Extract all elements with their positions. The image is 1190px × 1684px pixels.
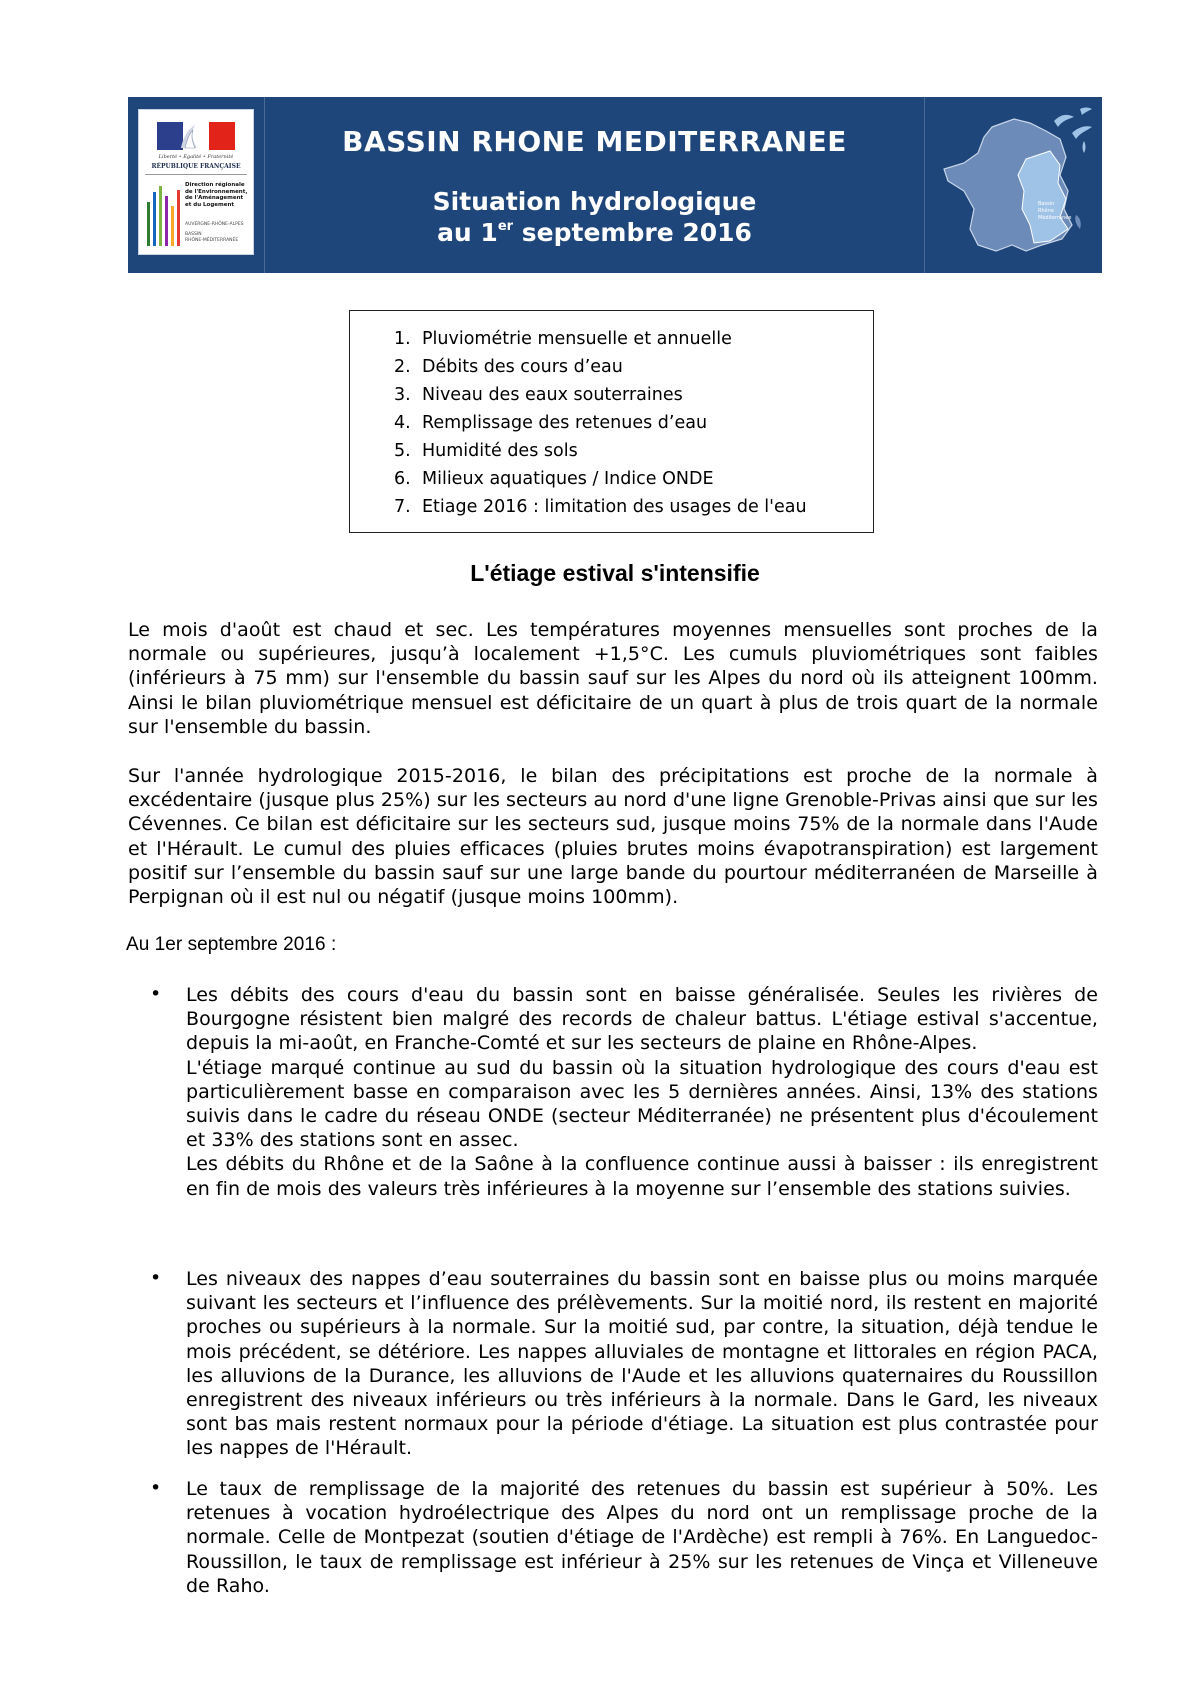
page-subtitle: Situation hydrologique <box>432 187 757 216</box>
toc-number: 6. <box>394 469 411 489</box>
toc-label: Remplissage des retenues d’eau <box>422 413 708 433</box>
bullet-river-flows-part: Les débits du Rhône et de la Saône à la confluence continue aussi à baisser : ils enregistrent en fin de mois des valeurs très inférieures à la moyenne sur l’ensemble des stations suivies. <box>186 1153 1098 1200</box>
section-headline: L'étiage estival s'intensifie <box>470 560 760 586</box>
paragraph-monthly-rainfall: Le mois d'août est chaud et sec. Les températures moyennes mensuelles sont proches de la normale ou supérieures, jusqu’à localement +1,5°C. Les cumuls pluviométriques sont faibles (inférieurs à 75 mm) sur l'ensemble du bassin sauf sur les Alpes du nord où ils atteignent 100mm. Ainsi le bilan pluviométrique mensuel est déficitaire de un quart à plus de trois quart de la normale sur l'ensemble du bassin. <box>128 619 1098 738</box>
toc-number: 2. <box>394 357 411 377</box>
bullet-icon: • <box>150 1267 162 1289</box>
region-label: AUVERGNE-RHÔNE-ALPES <box>185 222 244 227</box>
header-banner <box>128 97 1102 273</box>
dreal-line: Direction régionale <box>185 182 245 188</box>
dreal-name <box>185 182 251 208</box>
bullet-icon: • <box>150 1477 162 1499</box>
dreal-stripes-icon <box>145 182 183 248</box>
logo-republic: RÉPUBLIQUE FRANÇAISE <box>151 163 241 170</box>
bullet-icon: • <box>150 983 162 1005</box>
page-date <box>265 218 924 247</box>
map-label: Rhône <box>1038 208 1054 214</box>
dreal-line: et du Logement <box>185 201 234 208</box>
bullet-river-flows-part: L'étiage marqué continue au sud du bassin où la situation hydrologique des cours d'eau est particulièrement basse en comparaison avec les 5 dernières années. Ainsi, 13% des stations suivis dans le cadre du réseau ONDE (secteur Méditerranée) ne présentent plus d'écoulement et 33% des stations sont en assec. <box>186 1056 1098 1152</box>
toc-label: Débits des cours d’eau <box>422 357 623 377</box>
france-map-icon <box>934 105 1098 265</box>
date-prefix: au 1 <box>437 218 498 247</box>
toc-item[interactable] <box>394 437 807 465</box>
date-suffix: septembre 2016 <box>513 218 752 247</box>
toc-label: Milieux aquatiques / Indice ONDE <box>422 469 714 489</box>
map-label: Méditerranée <box>1038 215 1072 221</box>
paragraph-date-intro: Au 1er septembre 2016 : <box>126 934 337 955</box>
date-sup: er <box>497 219 514 234</box>
toc-item[interactable] <box>394 409 807 437</box>
toc-number: 7. <box>394 497 411 517</box>
bullet-river-flows <box>186 983 1098 1201</box>
map-label: Bassin <box>1038 201 1055 207</box>
toc-number: 3. <box>394 385 411 405</box>
page-title: BASSIN RHONE MEDITERRANEE <box>342 125 847 158</box>
toc-label: Humidité des sols <box>422 441 578 461</box>
table-of-contents <box>349 310 874 533</box>
bullet-reservoirs: Le taux de remplissage de la majorité des retenues du bassin est supérieur à 50%. Les retenues à vocation hydroélectrique des Alpes du nord ont un remplissage proche de la normale. Celle de Montpezat (soutien d'étiage de l'Ardèche) est rempli à 76%. En Languedoc-Roussillon, le taux de remplissage est inférieur à 25% sur les retenues de Vinça et Villeneuve de Raho. <box>186 1478 1098 1597</box>
bullet-groundwater: Les niveaux des nappes d’eau souterraines du bassin sont en baisse plus ou moins marquée suivant les secteurs et l’influence des prélèvements. Sur la moitié nord, ils restent en majorité proches ou supérieurs à la normale. Sur la moitié sud, par contre, la situation, déjà tendue le mois précédent, se détériore. Les nappes alluviales de montagne et littorales en région PACA, les alluvions de la Durance, les alluvions de l'Aude et les alluvions quaternaires du Roussillon enregistrent des niveaux inférieurs ou très inférieurs à la normale. Dans le Gard, les niveaux sont bas mais restent normaux pour la période d'étiage. La situation est plus contrastée pour les nappes de l'Hérault. <box>186 1268 1098 1460</box>
toc-number: 5. <box>394 441 411 461</box>
toc-item[interactable] <box>394 465 807 493</box>
marianne-icon <box>177 122 199 150</box>
toc-item[interactable] <box>394 353 807 381</box>
toc-item[interactable] <box>394 493 807 521</box>
toc-label: Pluviométrie mensuelle et annuelle <box>422 329 732 349</box>
bullet-river-flows-part: Les débits des cours d'eau du bassin sont en baisse généralisée. Seules les rivières de Bourgogne résistent bien malgré des records de chaleur battus. L'étiage estival s'accentue, depuis la mi-août, en Franche-Comté et sur les secteurs de plaine en Rhône-Alpes. <box>186 984 1098 1055</box>
toc-number: 1. <box>394 329 411 349</box>
toc-number: 4. <box>394 413 411 433</box>
toc-item[interactable] <box>394 381 807 409</box>
basin-label: RHÔNE-MÉDITERRANÉE <box>185 238 239 243</box>
basin-label: BASSIN <box>185 232 202 237</box>
logo-divider <box>145 174 247 175</box>
prefecture-logo <box>138 109 254 255</box>
dreal-line: de l'Aménagement <box>185 195 244 201</box>
dreal-region <box>185 222 251 244</box>
logo-motto: Liberté • Égalité • Fraternité <box>158 154 234 160</box>
toc-label: Niveau des eaux souterraines <box>422 385 683 405</box>
header-divider <box>924 97 925 273</box>
toc-item[interactable] <box>394 325 807 353</box>
toc-label: Etiage 2016 : limitation des usages de l'eau <box>422 497 807 517</box>
dreal-line: de l'Environnement, <box>185 188 248 195</box>
paragraph-annual-balance: Sur l'année hydrologique 2015-2016, le bilan des précipitations est proche de la normale à excédentaire (jusque plus 25%) sur les secteurs au nord d'une ligne Grenoble-Privas ainsi que sur les Cévennes. Ce bilan est déficitaire sur les secteurs sud, jusque moins 75% de la normale dans l'Aude et l'Hérault. Le cumul des pluies efficaces (pluies brutes moins évapotranspiration) est largement positif sur l’ensemble du bassin sauf sur une large bande du pourtour méditerranéen de Marseille à Perpignan où il est nul ou négatif (jusque moins 100mm). <box>128 765 1098 909</box>
